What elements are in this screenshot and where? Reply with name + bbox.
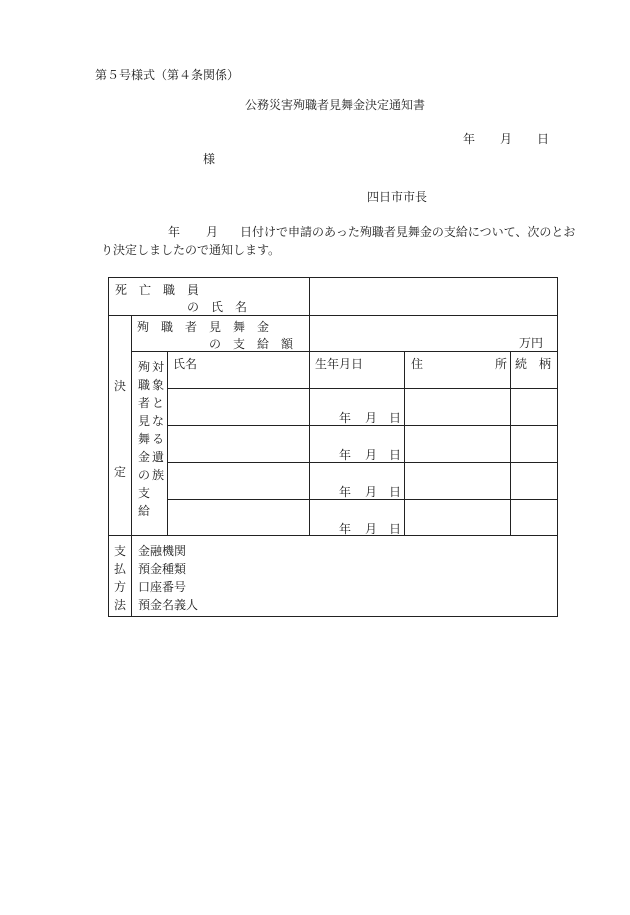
beneficiary-label-char: 象 — [152, 378, 165, 392]
rule-deceased-bottom — [109, 315, 557, 316]
amount-unit: 万円 — [519, 336, 544, 350]
column-header-name: 氏名 — [173, 357, 198, 371]
date-year-label: 年 — [463, 132, 476, 146]
payment-label-char: 払 — [114, 562, 127, 576]
birthdate-year-placeholder: 年 — [339, 485, 352, 499]
decision-form-table — [108, 277, 558, 617]
beneficiary-label-char: 遺 — [152, 450, 165, 464]
payment-item-account-holder: 預金名義人 — [138, 598, 199, 612]
rule-decision-bottom — [109, 535, 557, 536]
beneficiary-label-char: 殉 — [138, 360, 151, 374]
issuer-name: 四日市市長 — [367, 190, 428, 204]
birthdate-year-placeholder: 年 — [339, 411, 352, 425]
birthdate-year-placeholder: 年 — [339, 448, 352, 462]
deceased-label-line1: 死 亡 職 員 — [115, 283, 200, 297]
beneficiary-label-char: 対 — [152, 360, 165, 374]
document-title: 公務災害殉職者見舞金決定通知書 — [245, 98, 426, 112]
beneficiary-label-char: と — [152, 396, 165, 410]
payment-item-bank: 金融機関 — [138, 544, 187, 558]
birthdate-month-placeholder: 月 — [365, 448, 378, 462]
beneficiary-label-char: 給 — [138, 504, 151, 518]
rule-header-bottom — [167, 388, 557, 389]
column-header-address: 住 — [411, 357, 424, 371]
body-line1: 日付けで申請のあった殉職者見舞金の支給について、次のとお — [240, 225, 576, 239]
decision-label-char: 決 — [114, 379, 127, 393]
rule-amount-value — [309, 315, 310, 351]
rule-amount-bottom — [131, 351, 557, 352]
beneficiary-label-char: 族 — [152, 468, 165, 482]
decision-label-char: 定 — [114, 465, 127, 479]
beneficiary-label-char: 金 — [138, 450, 151, 464]
body-line2: り決定しましたので通知します。 — [101, 243, 281, 257]
date-month-label: 月 — [500, 132, 513, 146]
birthdate-day-placeholder: 日 — [389, 485, 402, 499]
birthdate-month-placeholder: 月 — [365, 522, 378, 536]
birthdate-day-placeholder: 日 — [389, 448, 402, 462]
body-month: 月 — [206, 225, 219, 239]
payment-label-char: 方 — [114, 580, 127, 594]
rule-address-column — [404, 351, 405, 535]
rule-beneficiary-label — [167, 351, 168, 535]
beneficiary-label-char: 支 — [138, 486, 151, 500]
birthdate-month-placeholder: 月 — [365, 411, 378, 425]
addressee-suffix: 様 — [203, 152, 216, 166]
birthdate-day-placeholder: 日 — [389, 522, 402, 536]
rule-row1-bottom — [167, 425, 557, 426]
amount-label-line1: 殉 職 者 見 舞 金 — [137, 320, 270, 334]
body-year: 年 — [168, 225, 181, 239]
rule-relationship-column — [510, 351, 511, 535]
beneficiary-label-char: 者 — [138, 396, 151, 410]
beneficiary-label-char: な — [152, 414, 165, 428]
deceased-label-line2: の 氏 名 — [187, 300, 248, 314]
payment-item-deposit-type: 預金種類 — [138, 562, 187, 576]
birthdate-day-placeholder: 日 — [389, 411, 402, 425]
column-header-address: 所 — [495, 357, 508, 371]
column-header-birthdate: 生年月日 — [315, 357, 364, 371]
rule-label-column — [131, 315, 132, 617]
beneficiary-label-char: 見 — [138, 414, 151, 428]
rule-row3-bottom — [167, 499, 557, 500]
birthdate-year-placeholder: 年 — [339, 522, 352, 536]
date-day-label: 日 — [537, 132, 550, 146]
rule-deceased-value — [309, 278, 310, 315]
payment-label-char: 支 — [114, 544, 127, 558]
column-header-relationship: 続 柄 — [515, 357, 552, 371]
rule-row2-bottom — [167, 462, 557, 463]
birthdate-month-placeholder: 月 — [365, 485, 378, 499]
rule-birthdate-column — [309, 351, 310, 535]
beneficiary-label-char: の — [138, 468, 151, 482]
form-number: 第５号様式（第４条関係） — [95, 68, 240, 82]
amount-label-line2: の 支 給 額 — [209, 337, 294, 351]
beneficiary-label-char: る — [152, 432, 165, 446]
beneficiary-label-char: 舞 — [138, 432, 151, 446]
payment-label-char: 法 — [114, 598, 127, 612]
payment-item-account-number: 口座番号 — [138, 580, 187, 594]
beneficiary-label-char: 職 — [138, 378, 151, 392]
